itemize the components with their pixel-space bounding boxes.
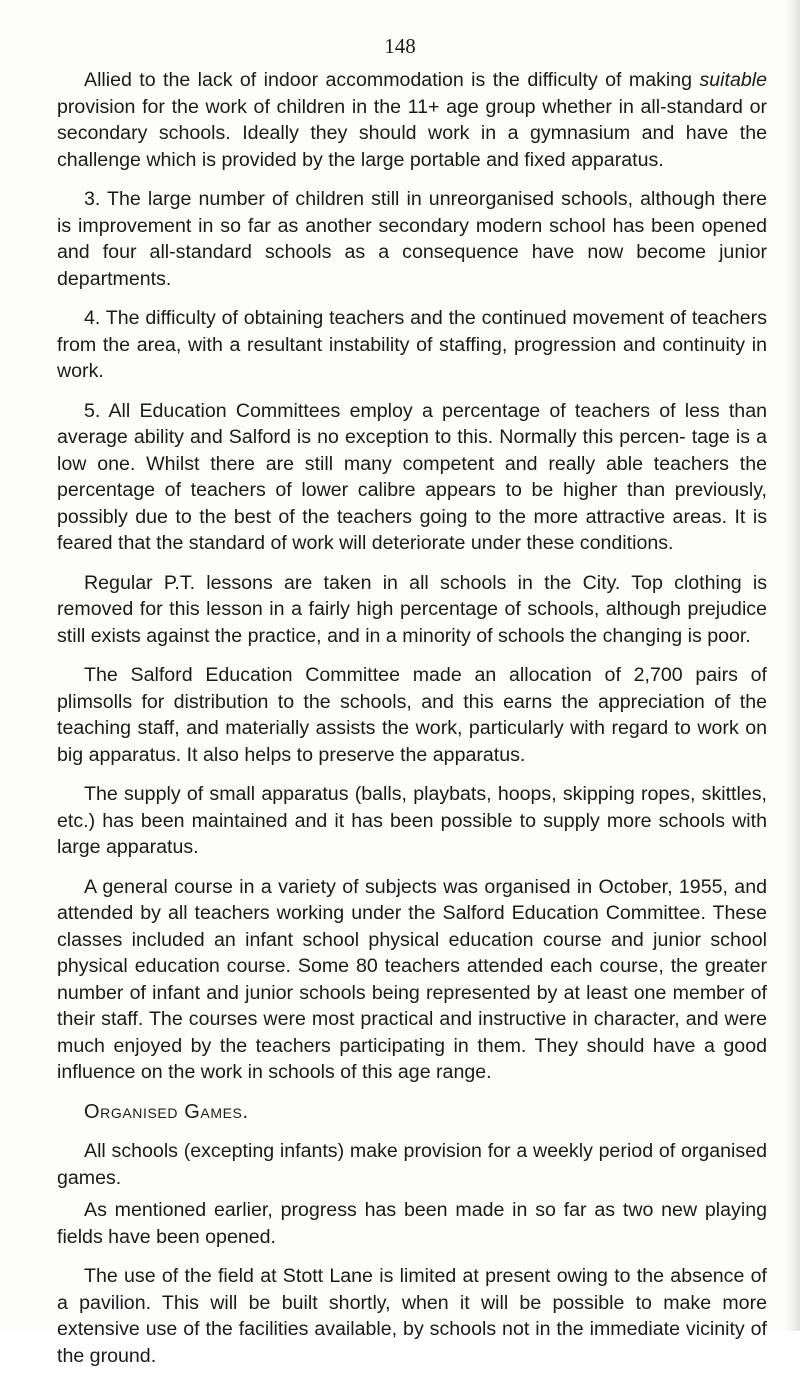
italic-word-suitable: suitable [699,69,767,91]
paragraph-small-apparatus: The supply of small apparatus (balls, playbats, hoops, skipping ropes, skittles, etc.) has been maintained and it has been possible to supply more schools with large apparatus. [57,783,767,858]
paragraph-general-course: A general course in a variety of subjects was organised in October, 1955, and attended by all teachers working under the Salford Education Committee. These classes included an infant school physical education course and junior school physical education course. Some 80 teachers attended each course, the greater number of infant and junior schools being represented by at least one member of their staff. The courses were most practical and instructive in character, and were much enjoyed by the teachers participating in them. They should have a good influence on the work in schools of this age range. [57,875,767,1083]
document-body [57,67,767,1382]
page-number: 148 [384,34,416,58]
paragraph-stott-lane: The use of the field at Stott Lane is limited at present owing to the absence of a pavilion. This will be built shortly, when it will be possible to make more extensive use of the facilities available, by schools not in the immediate vicinity of the ground. [57,1265,767,1367]
paragraph-point-5: 5. All Education Committees employ a percentage of teachers of less than average ability and Salford is no exception to this. Normally this percen- tage is a low one. Whilst there are still many competent and really able teachers the percentage of teachers of lower calibre appears to be higher than previously, possibly due to the best of the teachers going to the more attractive areas. It is feared that the standard of work will deteriorate under these conditions. [57,399,767,554]
paragraph-playing-fields: As mentioned earlier, progress has been made in so far as two new playing fields have been opened. [57,1199,767,1248]
paragraph-pt-lessons: Regular P.T. lessons are taken in all schools in the City. Top clothing is removed for this lesson in a fairly high percentage of schools, although prejudice still exists against the practice, and in a minority of schools the changing is poor. [57,571,767,647]
paragraph-rest-text: provision for the work of children in the 11+ age group whether in all-standard or secondary schools. Ideally they should work in a gymnasium and have the challenge which is provided by the large portable and fixed apparatus. [57,95,767,171]
paragraph-indoor-accommodation [57,67,767,173]
section-heading-organised-games: Organised Games. [84,1100,249,1123]
paragraph-point-3: 3. The large number of children still in unreorganised schools, although there is improvement in so far as another secondary modern school has been opened and four all-standard schools as a consequence have now become junior departments. [57,188,767,290]
paragraph-point-4: 4. The difficulty of obtaining teachers and the continued movement of teachers from the area, with a resultant instability of staffing, progression and continuity in work. [57,307,767,382]
paragraph-organised-games: All schools (excepting infants) make provision for a weekly period of organised games. [57,1140,767,1189]
page-edge-shadow [786,0,800,1331]
paragraph-intro-text: Allied to the lack of indoor accommodation is the difficulty of making [84,69,693,91]
paragraph-plimsolls: The Salford Education Committee made an allocation of 2,700 pairs of plimsolls for distribution to the schools, and this earns the appreciation of the teaching staff, and materially assists the work, particularly with regard to work on big apparatus. It also helps to preserve the apparatus. [57,664,767,766]
